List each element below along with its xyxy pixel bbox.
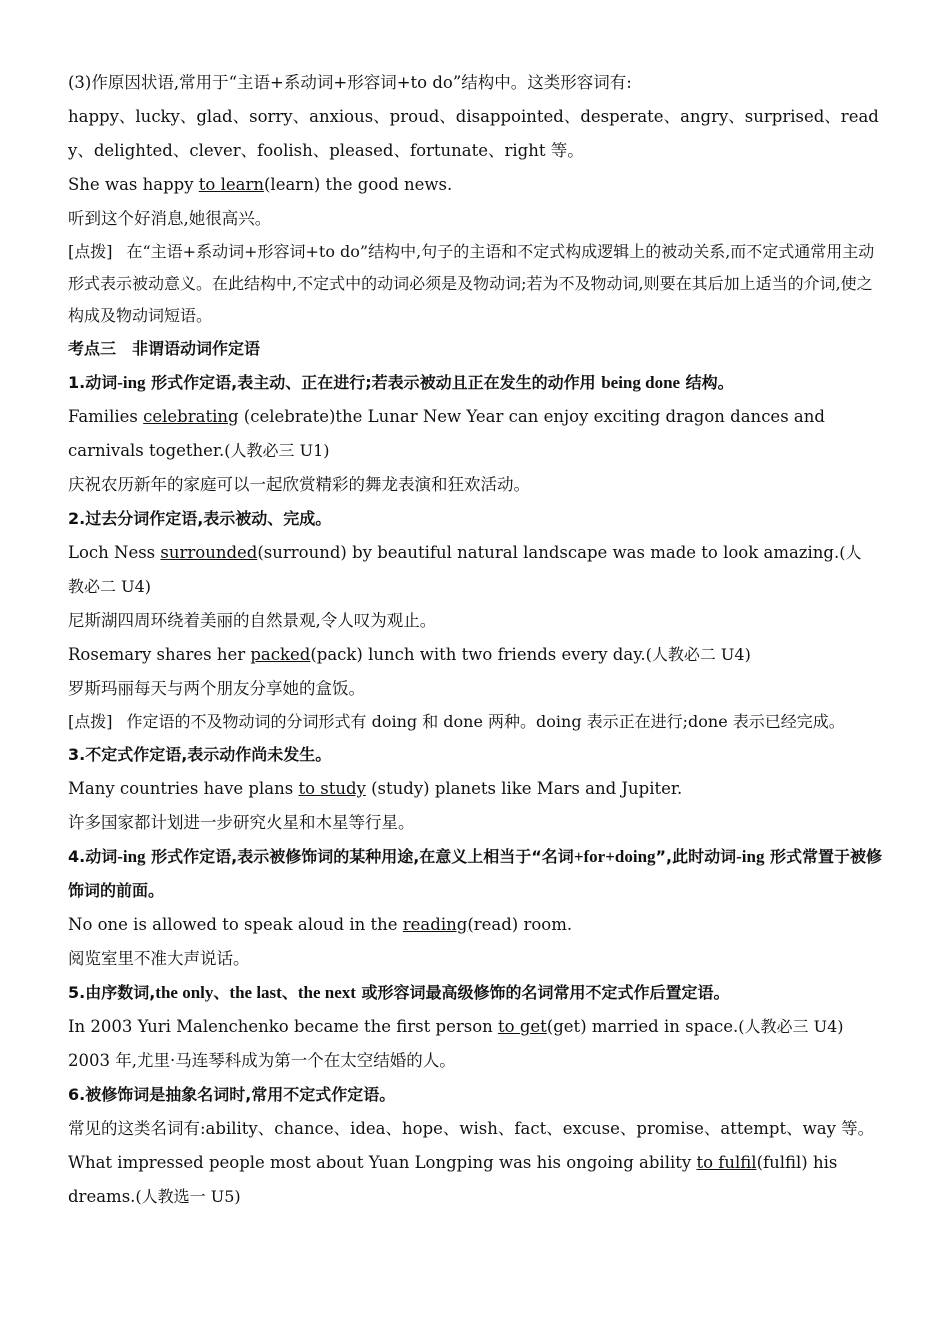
example-sentence: In 2003 Yuri Malenchenko became the first person to get(get) married in space.(人教必三 U4) (68, 1017, 844, 1036)
example-translation: 罗斯玛丽每天与两个朋友分享她的盒饭。 (68, 679, 365, 698)
tip-note (68, 706, 884, 738)
rule-2-heading: 2.过去分词作定语,表示被动、完成。 (68, 509, 332, 528)
example-translation: 尼斯湖四周环绕着美丽的自然景观,令人叹为观止。 (68, 611, 437, 630)
example-sentence: She was happy to learn(learn) the good news. (68, 175, 453, 194)
tip-tag: [点拨] (68, 712, 113, 731)
adjective-list: happy、lucky、glad、sorry、anxious、proud、disappointed、desperate、angry、surprised、ready、delighted、clever、foolish、pleased、fortunate、right 等。 (68, 107, 879, 160)
example-sentence: Loch Ness surrounded(surround) by beautiful natural landscape was made to look amazing.(人教必二 U4) (68, 543, 862, 596)
answer-blank: reading (402, 915, 468, 934)
source-tag: (人教选一 U5) (135, 1187, 241, 1206)
answer-blank: to learn (198, 175, 264, 194)
source-tag: (人教必三 U4) (738, 1017, 844, 1036)
rule-3-heading: 3.不定式作定语,表示动作尚未发生。 (68, 745, 332, 764)
answer-blank: to get (498, 1017, 547, 1036)
rule-4-heading: 4.动词-ing 形式作定语,表示被修饰词的某种用途,在意义上相当于“名词+for+doing”,此时动词-ing 形式常置于被修饰词的前面。 (68, 847, 883, 900)
example-translation: 许多国家都计划进一步研究火星和木星等行星。 (68, 813, 415, 832)
rule-3-intro: (3)作原因状语,常用于“主语+系动词+形容词+to do”结构中。这类形容词有: (68, 73, 632, 92)
tip-text: 在“主语+系动词+形容词+to do”结构中,句子的主语和不定式构成逻辑上的被动关系,而不定式通常用主动形式表示被动意义。在此结构中,不定式中的动词必须是及物动词;若为不及物动词,则要在其后加上适当的介词,使之构成及物动词短语。 (68, 242, 875, 325)
rule-6-heading: 6.被修饰词是抽象名词时,常用不定式作定语。 (68, 1085, 396, 1104)
source-tag: (人教必二 U4) (645, 645, 751, 664)
source-tag: (人教必二 U4) (68, 543, 862, 596)
example-sentence: No one is allowed to speak aloud in the reading(read) room. (68, 915, 573, 934)
answer-blank: to fulfil (696, 1153, 757, 1172)
example-sentence: Rosemary shares her packed(pack) lunch with two friends every day.(人教必二 U4) (68, 645, 751, 664)
answer-blank: surrounded (160, 543, 258, 562)
answer-blank: celebrating (143, 407, 239, 426)
tip-note (68, 236, 884, 332)
tip-text: 作定语的不及物动词的分词形式有 doing 和 done 两种。doing 表示正在进行;done 表示已经完成。 (126, 712, 845, 731)
example-sentence: Families celebrating (celebrate)the Lunar New Year can enjoy exciting dragon dances and carnivals together.(人教必三 U1) (68, 407, 825, 460)
source-tag: (人教必三 U1) (224, 441, 330, 460)
example-translation: 阅览室里不准大声说话。 (68, 949, 250, 968)
section-title: 考点三 非谓语动词作定语 (68, 339, 261, 358)
example-translation: 听到这个好消息,她很高兴。 (68, 209, 272, 228)
rule-5-heading: 5.由序数词,the only、the last、the next 或形容词最高级修饰的名词常用不定式作后置定语。 (68, 983, 730, 1002)
example-translation: 2003 年,尤里·马连琴科成为第一个在太空结婚的人。 (68, 1051, 456, 1070)
rule-1-heading: 1.动词-ing 形式作定语,表主动、正在进行;若表示被动且正在发生的动作用 being done 结构。 (68, 373, 734, 392)
tip-tag: [点拨] (68, 242, 113, 261)
example-sentence: Many countries have plans to study (study) planets like Mars and Jupiter. (68, 779, 683, 798)
answer-blank: packed (250, 645, 311, 664)
example-sentence: What impressed people most about Yuan Longping was his ongoing ability to fulfil(fulfil) his dreams.(人教选一 U5) (68, 1153, 838, 1206)
answer-blank: to study (298, 779, 366, 798)
noun-list: 常见的这类名词有:ability、chance、idea、hope、wish、fact、excuse、promise、attempt、way 等。 (68, 1119, 875, 1138)
example-translation: 庆祝农历新年的家庭可以一起欣赏精彩的舞龙表演和狂欢活动。 (68, 475, 530, 494)
